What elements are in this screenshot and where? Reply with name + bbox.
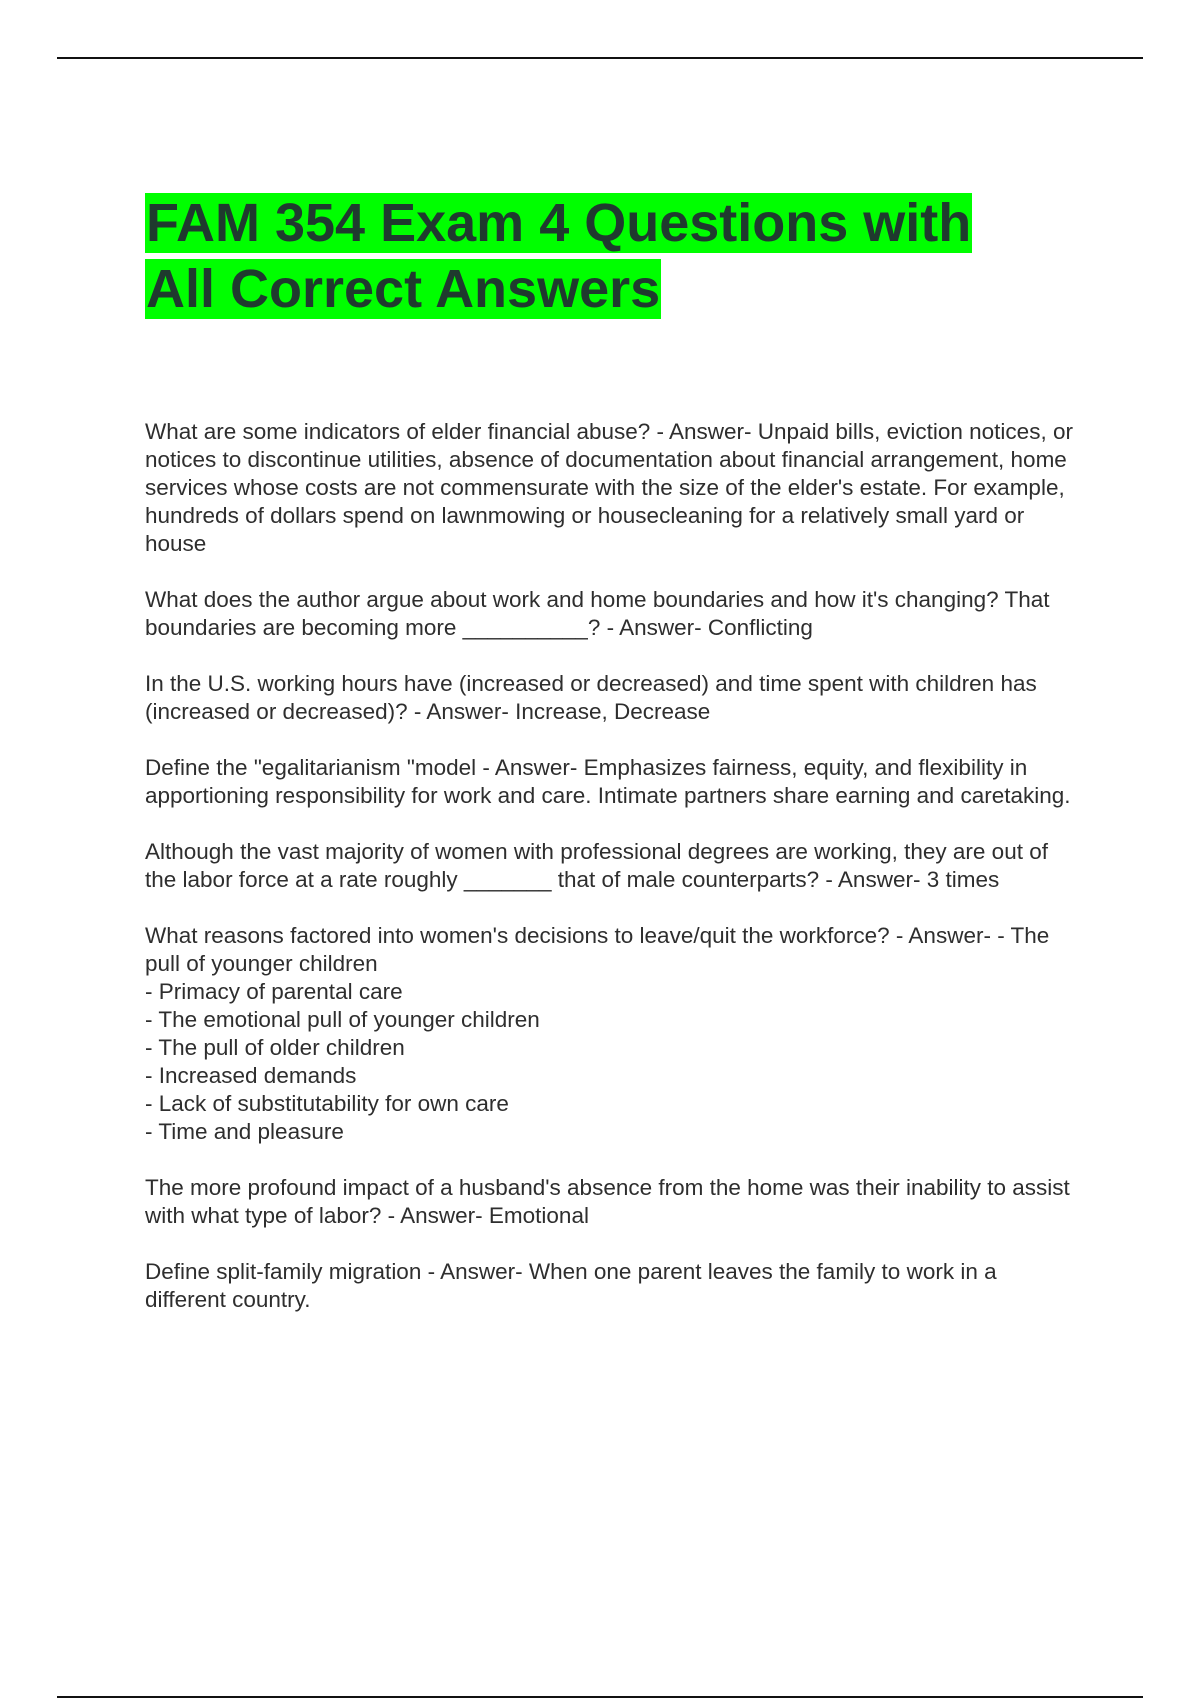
question-list — [145, 418, 1075, 1342]
document-title — [145, 190, 1045, 322]
qa-item-6: What reasons factored into women's decisions to leave/quit the workforce? - Answer- - The pull of younger children - Primacy of parental care - The emotional pull of younger children - The pull of older children - Increased demands - Lack of substitutability for own care - Time and pleasure — [145, 923, 1050, 1144]
title-line-1: FAM 354 Exam 4 Questions with — [146, 193, 972, 253]
qa-item-8: Define split-family migration - Answer- When one parent leaves the family to work in a different country. — [145, 1259, 997, 1312]
qa-item-3: In the U.S. working hours have (increased or decreased) and time spent with children has (increased or decreased)? - Answer- Increase, Decrease — [145, 671, 1037, 724]
qa-item-4: Define the "egalitarianism "model - Answer- Emphasizes fairness, equity, and flexibility in apportioning responsibility for work and care. Intimate partners share earning and caretaking. — [145, 755, 1071, 808]
qa-item-5: Although the vast majority of women with professional degrees are working, they are out of the labor force at a rate roughly _______ that of male counterparts? - Answer- 3 times — [145, 839, 1048, 892]
title-line-2: All Correct Answers — [146, 259, 661, 319]
qa-item-7: The more profound impact of a husband's absence from the home was their inability to assist with what type of labor? - Answer- Emotional — [145, 1175, 1070, 1228]
qa-item-2: What does the author argue about work and home boundaries and how it's changing? That boundaries are becoming more __________? - Answer- Conflicting — [145, 587, 1050, 640]
bottom-divider — [57, 1696, 1143, 1698]
top-divider — [57, 57, 1143, 59]
qa-item-1: What are some indicators of elder financial abuse? - Answer- Unpaid bills, eviction notices, or notices to discontinue utilities, absence of documentation about financial arrangement, home services whose costs are not commensurate with the size of the elder's estate. For example, hundreds of dollars spend on lawnmowing or housecleaning for a relatively small yard or house — [145, 419, 1073, 556]
